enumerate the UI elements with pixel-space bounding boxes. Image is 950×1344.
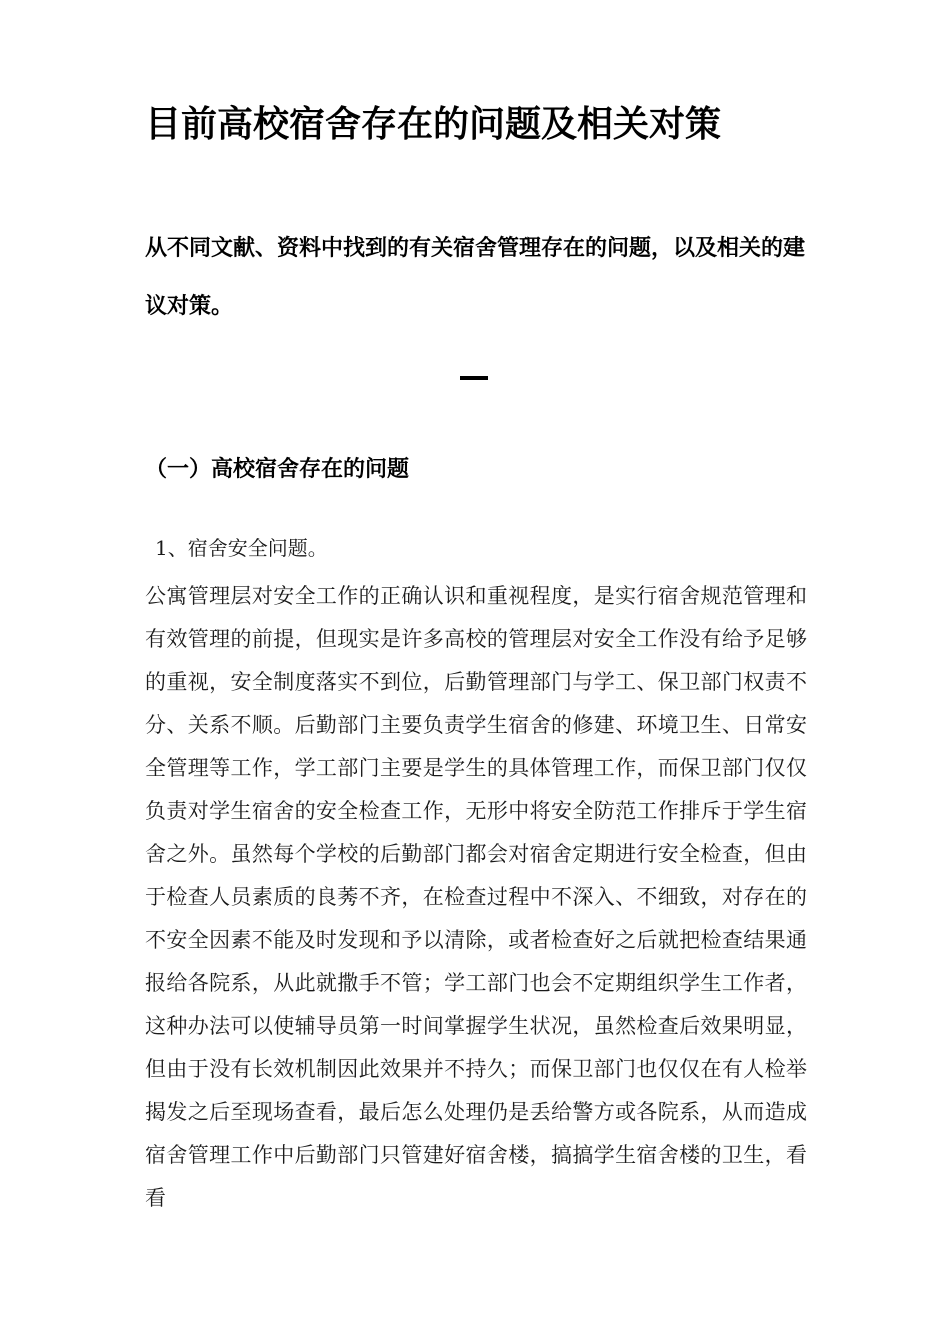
item-heading: 1、宿舍安全问题。 <box>155 536 328 560</box>
section-number-mark <box>460 376 488 380</box>
document-subtitle: 从不同文献、资料中找到的有关宿舍管理存在的问题，以及相关的建议对策。 <box>145 236 806 319</box>
document-title: 目前高校宿舍存在的问题及相关对策 <box>145 104 722 145</box>
section-heading: （一）高校宿舍存在的问题 <box>145 457 410 482</box>
body-paragraph: 公寓管理层对安全工作的正确认识和重视程度，是实行宿舍规范管理和有效管理的前提，但现实是许多高校的管理层对安全工作没有给予足够的重视，安全制度落实不到位，后勤管理部门与学工、保卫部门权责不分、关系不顺。后勤部门主要负责学生宿舍的修建、环境卫生、日常安全管理等工作，学工部门主要是学生的具体管理工作，而保卫部门仅仅负责对学生宿舍的安全检查工作，无形中将安全防范工作排斥于学生宿舍之外。虽然每个学校的后勤部门都会对宿舍定期进行安全检查，但由于检查人员素质的良莠不齐，在检查过程中不深入、不细致，对存在的不安全因素不能及时发现和予以清除，或者检查好之后就把检查结果通报给各院系，从此就撒手不管；学工部门也会不定期组织学生工作者，这种办法可以使辅导员第一时间掌握学生状况，虽然检查后效果明显，但由于没有长效机制因此效果并不持久；而保卫部门也仅仅在有人检举揭发之后至现场查看，最后怎么处理仍是丢给警方或各院系，从而造成宿舍管理工作中后勤部门只管建好宿舍楼，搞搞学生宿舍楼的卫生，看看 <box>145 584 807 1210</box>
